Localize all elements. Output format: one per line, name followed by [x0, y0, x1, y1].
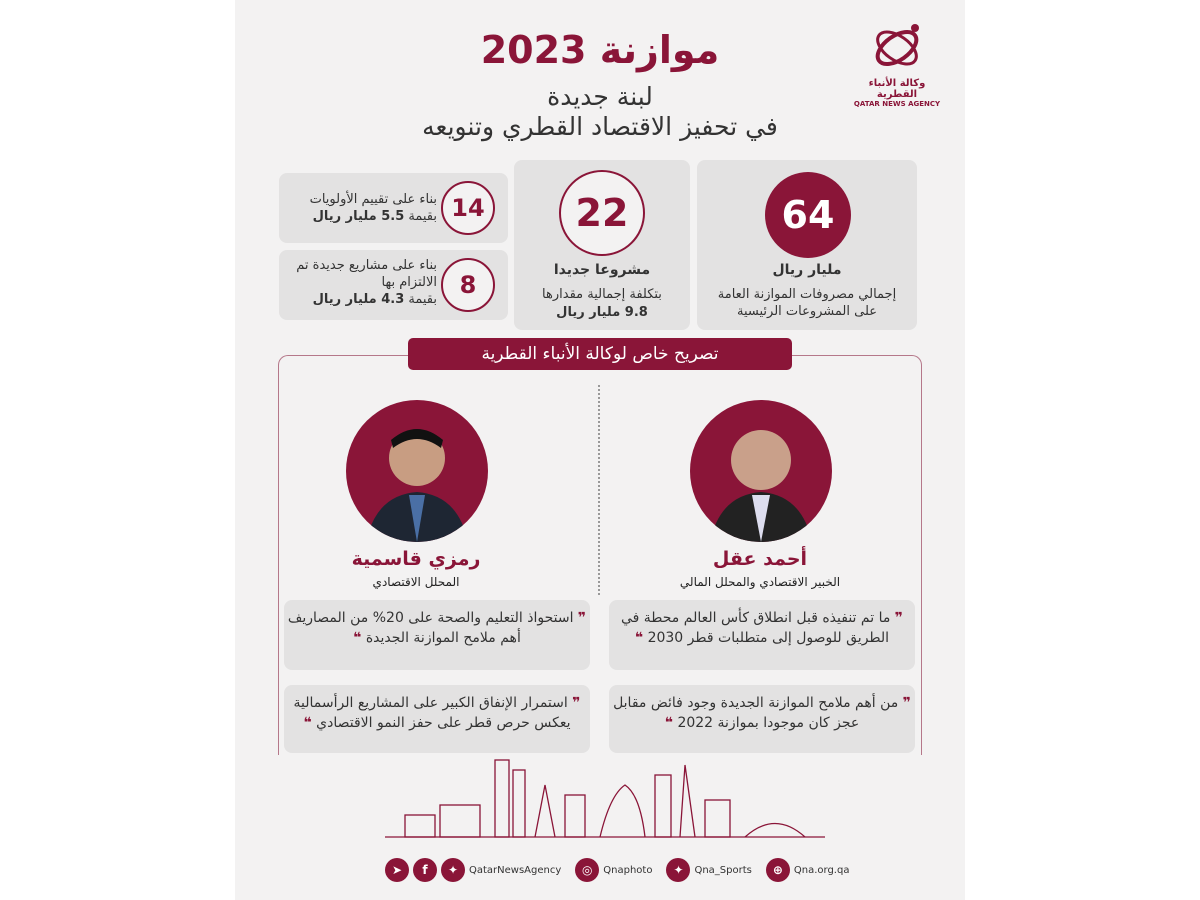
- stat-prefix: بقيمة: [408, 209, 437, 224]
- stat-prefix: بقيمة: [408, 292, 437, 307]
- social-handle[interactable]: Qnaphoto: [603, 864, 653, 876]
- stat-card-priority: [279, 173, 508, 243]
- logo-text-en: QATAR NEWS AGENCY: [853, 100, 941, 108]
- quote-close-icon: ❝: [353, 630, 362, 646]
- infographic: [235, 0, 965, 900]
- social-group-main[interactable]: [385, 858, 561, 882]
- expert-name: أحمد عقل: [712, 548, 808, 570]
- stat-number: 22: [559, 170, 645, 256]
- stat-card-committed: [279, 250, 508, 320]
- website-link[interactable]: Qna.org.qa: [793, 864, 850, 876]
- quote-box: [609, 600, 915, 670]
- stat-number: 64: [765, 172, 851, 258]
- person-icon: [690, 400, 832, 542]
- quote-text: استحواذ التعليم والصحة على 20% من المصاريف أهم ملامح الموازنة الجديدة: [287, 610, 574, 646]
- social-instagram[interactable]: [575, 858, 652, 882]
- divider: [598, 385, 600, 595]
- expert-photo-ahmed: [690, 400, 832, 542]
- subtitle-2: في تحفيز الاقتصاد القطري وتنويعه: [422, 112, 778, 141]
- quote-close-icon: ❝: [634, 630, 644, 646]
- quote-box: [284, 600, 590, 670]
- quote-close-icon: ❝: [664, 715, 673, 731]
- stat-amount: 9.8 مليار ريال: [556, 305, 648, 320]
- social-handle[interactable]: Qna_Sports: [694, 864, 752, 876]
- logo-text-ar: وكالة الأنباء القطرية: [868, 78, 926, 100]
- quote-close-icon: ❝: [303, 715, 312, 731]
- subtitle-1: لبنة جديدة: [547, 82, 653, 111]
- twitter-icon[interactable]: ✦: [441, 858, 465, 882]
- stat-card-total: [697, 160, 917, 330]
- quote-text: من أهم ملامح الموازنة الجديدة وجود فائض مقابل عجز كان موجودا بموازنة 2022: [613, 695, 899, 731]
- stat-number: 14: [441, 181, 495, 235]
- instagram-icon[interactable]: ◎: [575, 858, 599, 882]
- doha-skyline-illustration: [385, 755, 825, 843]
- quote-text: ما تم تنفيذه قبل انطلاق كأس العالم محطة في الطريق للوصول إلى متطلبات قطر 2030: [620, 610, 891, 646]
- stat-desc: بناء على تقييم الأولويات: [309, 192, 437, 207]
- stat-amount: 5.5 مليار ريال: [312, 209, 405, 224]
- stat-amount: 4.3 مليار ريال: [312, 292, 405, 307]
- stat-unit: مليار ريال: [772, 262, 842, 278]
- page-title: موازنة 2023: [480, 28, 720, 72]
- quote-open-icon: ❞: [902, 695, 911, 711]
- social-website[interactable]: [766, 858, 850, 882]
- globe-icon[interactable]: ⊕: [766, 858, 790, 882]
- telegram-icon[interactable]: ➤: [385, 858, 409, 882]
- social-handle[interactable]: QatarNewsAgency: [469, 864, 562, 876]
- stat-card-projects: [514, 160, 690, 330]
- stat-desc: بناء على مشاريع جديدة تم الالتزام بها: [296, 258, 437, 290]
- expert-photo-ramzi: [346, 400, 488, 542]
- facebook-icon[interactable]: f: [413, 858, 437, 882]
- stat-desc: بتكلفة إجمالية مقدارها: [542, 287, 662, 302]
- banner: تصريح خاص لوكالة الأنباء القطرية: [408, 338, 792, 370]
- person-icon: [346, 400, 488, 542]
- expert-title: الخبير الاقتصادي والمحلل المالي: [679, 575, 841, 589]
- expert-name: رمزي قاسمية: [351, 548, 481, 570]
- expert-title: المحلل الاقتصادي: [372, 575, 460, 589]
- quote-open-icon: ❞: [572, 695, 581, 711]
- twitter-icon[interactable]: ✦: [666, 858, 690, 882]
- quote-box: [284, 685, 590, 753]
- stat-unit: مشروعا جديدا: [553, 262, 651, 278]
- quote-open-icon: ❞: [577, 610, 587, 626]
- stat-desc: إجمالي مصروفات الموازنة العامة على المشروعات الرئيسية: [717, 287, 897, 319]
- quote-open-icon: ❞: [894, 610, 904, 626]
- social-twitter-sports[interactable]: [666, 858, 751, 882]
- social-footer: [385, 858, 850, 882]
- stat-number: 8: [441, 258, 495, 312]
- quote-box: [609, 685, 915, 753]
- quote-text: استمرار الإنفاق الكبير على المشاريع الرأسمالية يعكس حرص قطر على حفز النمو الاقتصادي: [293, 695, 571, 731]
